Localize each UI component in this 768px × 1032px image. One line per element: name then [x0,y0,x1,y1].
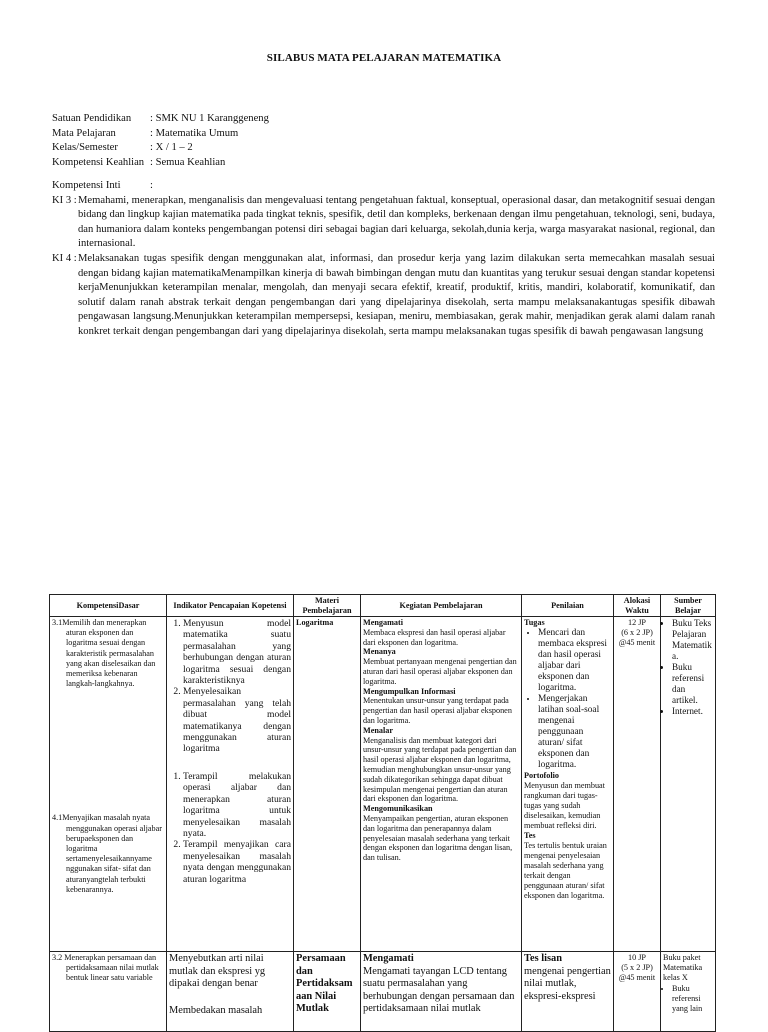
col-alokasi: Alokasi Waktu [614,595,661,617]
penilaian-cell: Tugas • Mencari dan membaca ekspresi dan hasil operasi aljabar dari eksponen dan logaritma. • Mengerjakan latihan soal-soal mengenai penggunaan aturan/ sifat eksponen dan logaritma. Portofolio Menyusun dan membuat rangkuman dari tugas-tugas yang sudah diselesaikan, kemudian membuat refleksi diri. Tes Tes tertulis bentuk uraian mengenai penyelesaian masalah sederhana yang terkait dengan penggunaan aturan/ sifat eksponen dan logaritma. [522,617,614,952]
page-title: SILABUS MATA PELAJARAN MATEMATIKA [266,52,502,64]
table-row [50,952,716,1032]
col-kegiatan: Kegiatan Pembelajaran [361,595,522,617]
info-row: Kompetensi Keahlian : Semua Keahlian [52,156,226,168]
info-row: Mata Pelajaran : Matematika Umum [52,127,239,139]
ki3-item: KI 3 : Memahami, menerapkan, menganalisis dan mengevaluasi tentang pengetahuan faktual, konseptual, operasional dasar, dan metakognitif sesuai dengan bidang dan lingkup kajian matematika pada tingkat teknis, spesifik, detil dan kompleks, berkenaan dengan ilmu pengetahuan, teknologi, seni, budaya, dan humaniora dalam konteks pengembangan potensi diri sebagai bagian dari keluarga, sekolah,dunia kerja, warga masyarakat nasional, regional, dan internasional. [52,194,715,250]
penilaian-cell: Tes lisan mengenai pengertian nilai mutlak, ekspresi-ekspresi [522,952,614,1032]
col-penilaian: Penilaian [522,595,614,617]
materi-cell: Persamaan dan Pertidaksam aan Nilai Mutlak [294,952,361,1032]
syllabus-table [49,594,716,1032]
col-sumber: Sumber Belajar [661,595,716,617]
indikator-cell: Menyebutkan arti nilai mutlak dan ekspresi yg dipakai dengan benar Membedakan masalah [167,952,294,1032]
alokasi-cell: 12 JP (6 x 2 JP) @45 menit [614,617,661,952]
col-kompetensi-dasar: KompetensiDasar [50,595,167,617]
identity-block [52,112,269,170]
ki4-item: KI 4 : Melaksanakan tugas spesifik dengan menggunakan alat, informasi, dan prosedur kerja yang lazim dilakukan serta memecahkan masalah sesuai dengan bidang kajian matematikaMenampilkan kinerja di bawah bimbingan dengan mutu dan kuantitas yang terukur sesuai dengan standar kopetensi kerjaMenunjukkan keterampilan menalar, mengolah, dan menyaji secara efektif, kreatif, produktif, kritis, mandiri, kolaboratif, komunikatif, dan solutif dalam ranah abstrak terkait dengan pengembangan dari yang dipelajarinya disekolah, serta mampu melaksanakantugas spesifik dibawah pengawasan langsung.Menunjukkan keterampilan mempersepsi, kesiapan, meniru, membiasakan, gerak mahir, menjadikan gerak alami dalam ranah konkret terkait dengan pengembangan dari yang dipelajarinya disekolah, serta mampu melaksanakan tugas spesifik di bawah pengawasan langsung [52,252,715,337]
table-header-row [50,595,716,617]
sumber-cell: Buku paket Matematika kelas X • Buku referensi yang lain [661,952,716,1032]
col-materi: Materi Pembelajaran [294,595,361,617]
materi-cell: Logaritma [294,617,361,952]
info-row: Satuan Pendidikan : SMK NU 1 Karanggeneng [52,113,269,124]
table-row [50,617,716,952]
kompetensi-inti [52,179,715,340]
kd-cell: 3.2 Menerapkan persamaan dan pertidaksamaan nilai mutlak bentuk linear satu variable [50,952,167,1032]
sumber-cell: • Buku Teks Pelajaran Matematik a. • Buku referensi dan artikel. • Internet. [661,617,716,952]
kd-cell: 3.1Memilih dan menerapkan aturan eksponen dan logaritma sesuai dengan karakteristik permasalahan yang akan diselesaikan dan memeriksa kebenaran langkah-langkahnya. 4.1Menyajikan masalah nyata menggunakan operasi aljabar berupaeksponen dan logaritma sertamenyelesaikannyame nggunakan sifat- sifat dan aturanyangtelah terbukti kebenarannya. [50,617,167,952]
ki-heading: Kompetensi Inti : [52,180,153,191]
col-indikator: Indikator Pencapaian Kopetensi [167,595,294,617]
info-row: Kelas/Semester : X / 1 – 2 [52,142,193,153]
kegiatan-cell: Mengamati Membaca ekspresi dan hasil operasi aljabar dari eksponen dan logaritma. Menanya Membuat pertanyaan mengenai pengertian dan aturan dari hasil operasi aljabar eksponen dan logaritma. Mengumpulkan Informasi Menentukan unsur-unsur yang terdapat pada pengertian dan hasil operasi aljabar eksponen dan logaritma. Menalar Menganalisis dan membuat kategori dari unsur-unsur yang terdapat pada pengertian dan hasil operasi aljabar eksponen dan logaritma, kemudian menghubungkan unsur-unsur yang sudah dikategorikan sehingga dapat dibuat kesimpulan mengenai pengertian dan aturan dari eksponen dan logaritma. Mengomunikasikan Menyampaikan pengertian, aturan eksponen dan logaritma dan penerapannya dalam penyelesaian masalah sederhana yang terkait dengan eksponen dan logaritma dengan lisan, dan tulisan. [361,617,522,952]
indikator-cell: 1. Menyusun model matematika suatu permasalahan yang berhubungan dengan aturan logaritma sesuai dengan karakteristiknya 2. Menyelesaikan permasalahan yang telah dibuat model matematikanya dengan menggunakan aturan logaritma 1. Terampil melakukan operasi aljabar dan menerapkan aturan logaritma untuk menyelesaikan masalah nyata. 2. Terampil menyajikan cara menyelesaikan masalah nyata dengan menggunakan aturan logaritma [167,617,294,952]
alokasi-cell: 10 JP (5 x 2 JP) @45 menit [614,952,661,1032]
kegiatan-cell: Mengamati Mengamati tayangan LCD tentang suatu permasalahan yang berhubungan dengan persamaan dan pertidaksamaan nilai mutlak [361,952,522,1032]
